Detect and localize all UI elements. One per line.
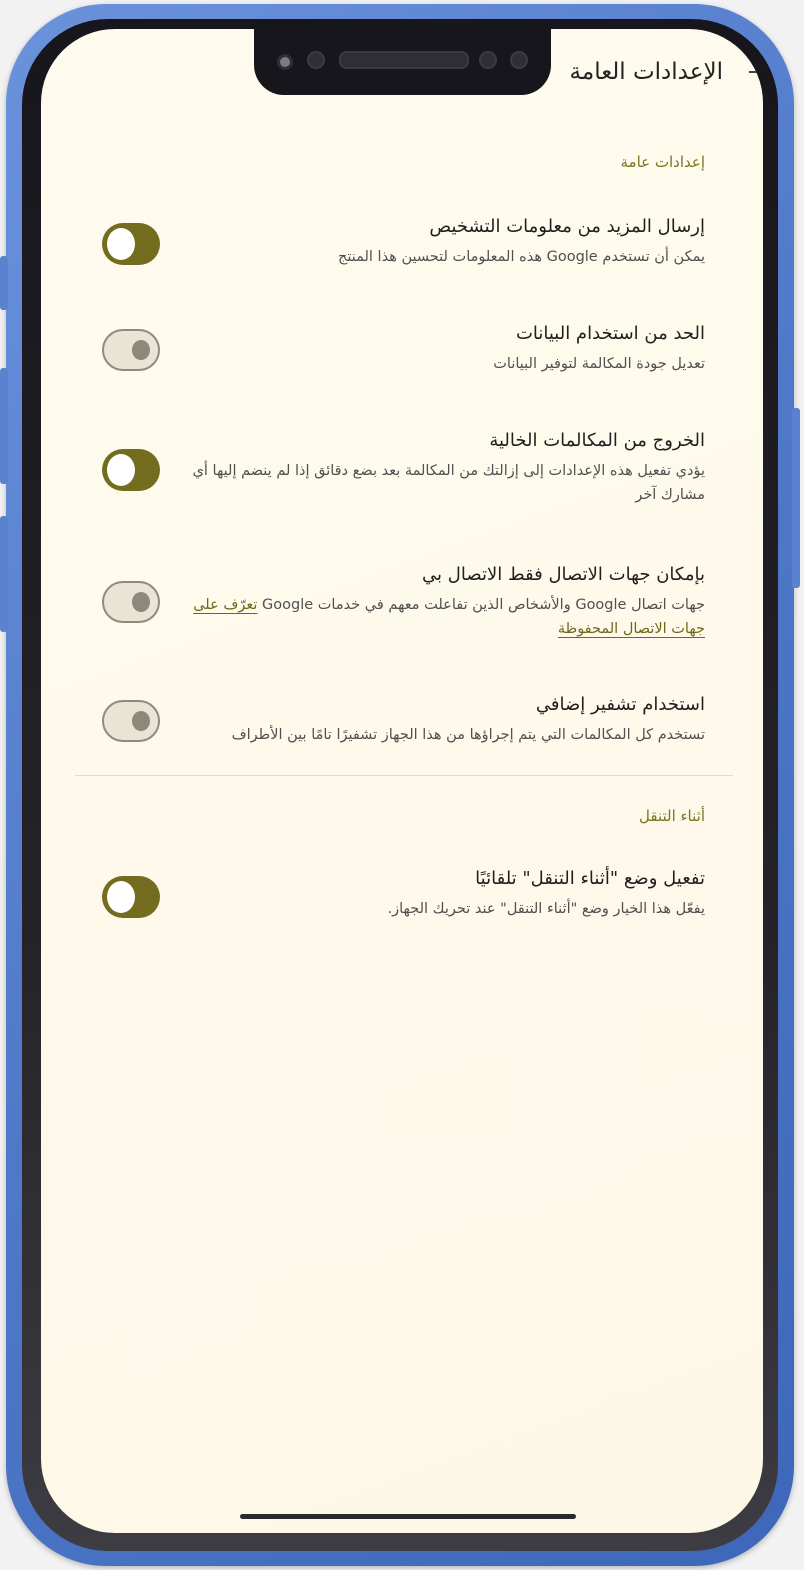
saved-contacts-link[interactable]: تعرّف على جهات الاتصال المحفوظة: [193, 597, 705, 637]
side-button-volume-up: [0, 368, 8, 484]
toggle-diagnostics[interactable]: [102, 223, 160, 265]
setting-title: استخدام تشفير إضافي: [535, 694, 705, 715]
toggle-on-the-go-auto[interactable]: [102, 876, 160, 918]
screen: [41, 29, 763, 1533]
setting-title: تفعيل وضع "أثناء التنقل" تلقائيًا: [475, 868, 705, 889]
side-button-mute: [0, 256, 8, 310]
earpiece-speaker: [339, 51, 469, 69]
toggle-extra-encryption[interactable]: [102, 700, 160, 742]
phone-bezel: [22, 19, 778, 1551]
page-title: الإعدادات العامة: [569, 59, 723, 85]
sensor-icon: [479, 51, 497, 69]
setting-description: يمكن أن تستخدم Google هذه المعلومات لتحسين هذا المنتج: [338, 249, 705, 265]
section-label-general: إعدادات عامة: [620, 153, 705, 171]
setting-description: يؤدي تفعيل هذه الإعدادات إلى إزالتك من المكالمة بعد بضع دقائق إذا لم ينضم إليها أي مشارك آخر: [192, 463, 705, 503]
front-camera-icon: [277, 54, 293, 70]
back-arrow-icon[interactable]: [749, 71, 759, 73]
side-button-power: [792, 408, 800, 588]
setting-description: يفعّل هذا الخيار وضع "أثناء التنقل" عند تحريك الجهاز.: [387, 901, 705, 917]
setting-title: الحد من استخدام البيانات: [515, 323, 705, 344]
sensor-icon: [510, 51, 528, 69]
setting-row-diagnostics[interactable]: [187, 213, 705, 269]
phone-frame: [6, 4, 794, 1566]
setting-row-data-saver[interactable]: [187, 320, 705, 376]
toggle-contacts-only[interactable]: [102, 581, 160, 623]
setting-row-leave-empty-calls[interactable]: [187, 427, 705, 507]
setting-title: إرسال المزيد من معلومات التشخيص: [429, 216, 705, 237]
setting-description: تعديل جودة المكالمة لتوفير البيانات: [493, 356, 705, 372]
setting-title: بإمكان جهات الاتصال فقط الاتصال بي: [422, 564, 705, 585]
section-divider: [75, 775, 733, 776]
toggle-leave-empty-calls[interactable]: [102, 449, 160, 491]
side-button-volume-down: [0, 516, 8, 632]
camera-notch: [254, 29, 551, 95]
sensor-icon: [307, 51, 325, 69]
home-indicator[interactable]: [240, 1514, 576, 1519]
setting-description: [187, 593, 705, 641]
setting-description-text: جهات اتصال Google والأشخاص الذين تفاعلت معهم في خدمات Google: [262, 597, 705, 613]
setting-row-contacts-only[interactable]: [187, 561, 705, 641]
general-settings-page: [41, 29, 763, 1533]
setting-row-on-the-go-auto[interactable]: [187, 865, 705, 921]
section-label-on-the-go: أثناء التنقل: [639, 807, 705, 825]
setting-row-extra-encryption[interactable]: [187, 691, 705, 747]
setting-description: تستخدم كل المكالمات التي يتم إجراؤها من هذا الجهاز تشفيرًا تامًا بين الأطراف: [231, 727, 705, 743]
toggle-data-saver[interactable]: [102, 329, 160, 371]
setting-title: الخروج من المكالمات الخالية: [489, 430, 705, 451]
